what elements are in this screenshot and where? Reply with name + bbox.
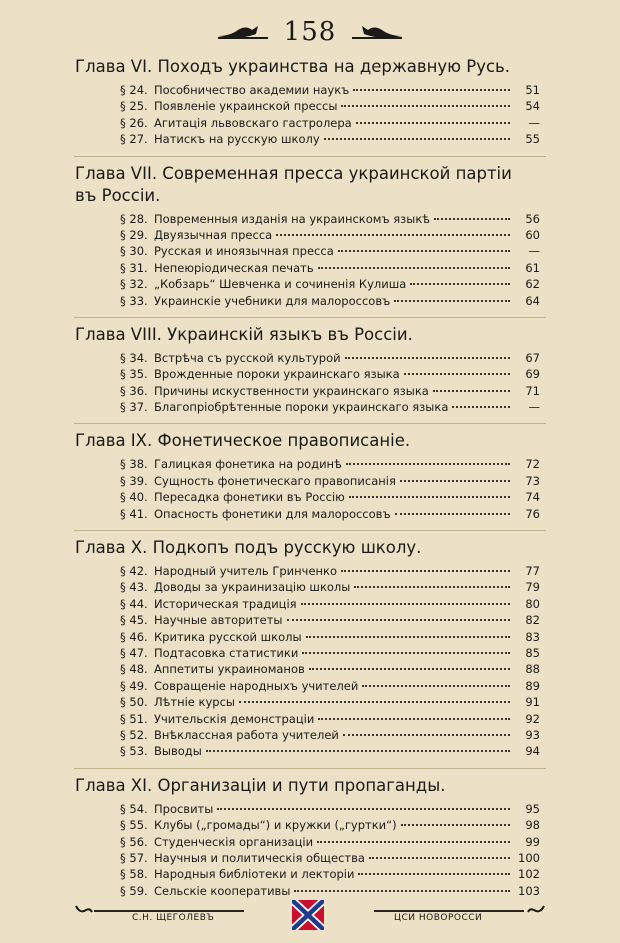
publisher-name: ЦСИ НОВОРОССИ bbox=[394, 913, 483, 923]
page-ref: 76 bbox=[525, 506, 540, 521]
section-title: Пособничество академии наукъ bbox=[154, 83, 350, 97]
section-title: Аппетиты украиноманов bbox=[154, 662, 305, 677]
page-ref: 79 bbox=[525, 580, 540, 595]
left-ornament-icon bbox=[216, 24, 270, 40]
section-list bbox=[0, 797, 620, 899]
leader-dots bbox=[302, 652, 510, 654]
page-ref: — bbox=[528, 244, 540, 259]
toc-entry bbox=[120, 743, 540, 759]
section-title: „Кобзарь“ Шевченка и сочиненія Кулиша bbox=[154, 277, 407, 292]
section-number: § 49. bbox=[120, 678, 148, 693]
chapter bbox=[0, 324, 620, 425]
toc-entry bbox=[120, 711, 540, 727]
leader-dots bbox=[345, 357, 510, 359]
section-title: Научные авторитеты bbox=[154, 613, 283, 628]
page-ref: 95 bbox=[525, 801, 540, 816]
leader-dots bbox=[276, 234, 510, 236]
section-number: § 59. bbox=[120, 883, 148, 898]
toc-entry bbox=[120, 694, 540, 710]
toc-entry bbox=[120, 399, 540, 415]
section-number: § 31. bbox=[120, 260, 148, 275]
page-ref: 60 bbox=[525, 227, 540, 242]
page-ref: 91 bbox=[525, 695, 540, 710]
section-number: § 26. bbox=[120, 115, 148, 130]
leader-dots bbox=[354, 586, 510, 588]
leader-dots bbox=[239, 701, 510, 703]
section-title: Критика русской школы bbox=[154, 629, 302, 644]
leader-dots bbox=[410, 283, 510, 285]
leader-dots bbox=[349, 496, 510, 498]
toc-entry bbox=[120, 678, 540, 694]
section-list bbox=[0, 346, 620, 416]
section-list bbox=[0, 78, 620, 148]
footer-right-rule bbox=[374, 910, 524, 912]
section-title: Просвиты bbox=[154, 801, 214, 816]
section-number: § 38. bbox=[120, 457, 148, 472]
footer-right-flourish-icon bbox=[526, 902, 546, 916]
section-number: § 55. bbox=[120, 818, 148, 833]
page-ref: 82 bbox=[525, 613, 540, 628]
section-number: § 51. bbox=[120, 711, 148, 726]
toc-entry bbox=[120, 115, 540, 131]
section-number: § 52. bbox=[120, 727, 148, 742]
section-title: Повременныя изданія на украинскомъ языкѣ bbox=[154, 211, 431, 226]
toc-entry bbox=[120, 473, 540, 489]
leader-dots bbox=[338, 250, 510, 252]
leader-dots bbox=[394, 300, 510, 302]
leader-dots bbox=[400, 480, 510, 482]
toc-entry bbox=[120, 579, 540, 595]
section-title: Доводы за украинизацію школы bbox=[154, 580, 351, 595]
leader-dots bbox=[287, 619, 510, 621]
footer-left-rule bbox=[94, 910, 244, 912]
chapter-divider bbox=[74, 768, 546, 769]
section-number: § 25. bbox=[120, 99, 148, 114]
chapter-title: Глава VI. Походъ украинства на державную Русь. bbox=[75, 57, 511, 76]
toc-entry bbox=[120, 350, 540, 366]
section-title: Натискъ на русскую школу bbox=[154, 132, 320, 147]
page-ref: 62 bbox=[525, 277, 540, 292]
page-number: 158 bbox=[283, 17, 337, 47]
page-ref: 77 bbox=[525, 564, 540, 579]
toc-entry bbox=[120, 850, 540, 866]
toc-entry bbox=[120, 883, 540, 899]
section-number: § 24. bbox=[120, 83, 148, 97]
page-ref: 51 bbox=[525, 83, 540, 97]
section-number: § 44. bbox=[120, 596, 148, 611]
leader-dots bbox=[362, 685, 510, 687]
page-header bbox=[0, 12, 620, 52]
toc-entry bbox=[120, 227, 540, 243]
toc-entry bbox=[120, 211, 540, 227]
chapter bbox=[0, 163, 620, 318]
chapter bbox=[0, 56, 620, 157]
chapter bbox=[0, 537, 620, 769]
author-name: С.Н. ЩЕГОЛЕВЪ bbox=[132, 913, 215, 923]
page-ref: 88 bbox=[525, 662, 540, 677]
chapter-title: Глава IX. Фонетическое правописаніе. bbox=[75, 431, 411, 451]
chapter-title: Глава XI. Организаціи и пути пропаганды. bbox=[75, 775, 446, 795]
section-number: § 56. bbox=[120, 834, 148, 849]
page-ref: 67 bbox=[525, 350, 540, 365]
section-number: § 50. bbox=[120, 695, 148, 710]
section-list bbox=[0, 559, 620, 760]
leader-dots bbox=[343, 734, 510, 736]
toc-entry bbox=[120, 366, 540, 382]
section-number: § 33. bbox=[120, 293, 148, 308]
right-ornament-icon bbox=[350, 24, 404, 40]
toc-entry bbox=[120, 456, 540, 472]
section-title: Сущность фонетическаго правописанія bbox=[154, 473, 396, 488]
page-ref: 98 bbox=[525, 818, 540, 833]
section-number: § 42. bbox=[120, 564, 148, 579]
leader-dots bbox=[404, 373, 510, 375]
toc-entry bbox=[120, 506, 540, 522]
leader-dots bbox=[358, 873, 510, 875]
toc-entry bbox=[120, 866, 540, 882]
leader-dots bbox=[434, 218, 510, 220]
section-title: Опасность фонетики для малороссовъ bbox=[154, 506, 391, 521]
section-title: Историческая традиція bbox=[154, 596, 297, 611]
footer-left-flourish-icon bbox=[74, 902, 94, 916]
page-ref: 64 bbox=[525, 293, 540, 308]
section-title: Лѣтніе курсы bbox=[154, 695, 235, 710]
section-number: § 28. bbox=[120, 211, 148, 226]
leader-dots bbox=[318, 718, 510, 720]
chapter bbox=[0, 430, 620, 531]
table-of-contents bbox=[0, 56, 620, 899]
page-ref: 85 bbox=[525, 645, 540, 660]
section-number: § 48. bbox=[120, 662, 148, 677]
section-number: § 32. bbox=[120, 277, 148, 292]
section-number: § 37. bbox=[120, 400, 148, 415]
page-ref: 73 bbox=[525, 473, 540, 488]
section-number: § 47. bbox=[120, 645, 148, 660]
section-number: § 54. bbox=[120, 801, 148, 816]
section-list bbox=[0, 207, 620, 309]
section-title: Галицкая фонетика на родинѣ bbox=[154, 457, 342, 472]
page-ref: 89 bbox=[525, 678, 540, 693]
section-title: Агитація львовскаго гастролера bbox=[154, 115, 352, 130]
leader-dots bbox=[353, 89, 510, 91]
section-title: Русская и иноязычная пресса bbox=[154, 244, 334, 259]
toc-entry bbox=[120, 383, 540, 399]
section-title: Учительскія демонстраціи bbox=[154, 711, 315, 726]
section-number: § 36. bbox=[120, 383, 148, 398]
toc-entry bbox=[120, 563, 540, 579]
section-title: Студенческія организаціи bbox=[154, 834, 314, 849]
leader-dots bbox=[369, 857, 510, 859]
chapter-divider bbox=[74, 156, 546, 157]
section-number: § 35. bbox=[120, 367, 148, 382]
leader-dots bbox=[341, 570, 510, 572]
section-title: Научныя и политическія общества bbox=[154, 850, 365, 865]
leader-dots bbox=[294, 890, 510, 892]
toc-entry bbox=[120, 82, 540, 98]
section-number: § 40. bbox=[120, 490, 148, 505]
leader-dots bbox=[433, 390, 510, 392]
leader-dots bbox=[346, 463, 510, 465]
leader-dots bbox=[318, 267, 510, 269]
toc-entry bbox=[120, 661, 540, 677]
toc-entry bbox=[120, 612, 540, 628]
page-ref: 92 bbox=[525, 711, 540, 726]
section-list bbox=[0, 452, 620, 522]
page-ref: 61 bbox=[525, 260, 540, 275]
section-number: § 41. bbox=[120, 506, 148, 521]
section-title: Благопріобрѣтенные пороки украинскаго языка bbox=[154, 400, 449, 415]
leader-dots bbox=[341, 105, 510, 107]
section-number: § 58. bbox=[120, 867, 148, 882]
leader-dots bbox=[317, 841, 510, 843]
toc-entry bbox=[120, 801, 540, 817]
section-number: § 30. bbox=[120, 244, 148, 259]
page-ref: — bbox=[528, 400, 540, 415]
leader-dots bbox=[301, 603, 510, 605]
section-number: § 53. bbox=[120, 744, 148, 759]
section-title: Клубы („громады“) и кружки („гуртки“) bbox=[154, 818, 397, 833]
leader-dots bbox=[306, 636, 510, 638]
section-title: Врожденные пороки украинскаго языка bbox=[154, 367, 400, 382]
section-number: § 45. bbox=[120, 613, 148, 628]
toc-entry bbox=[120, 727, 540, 743]
section-title: Причины искуственности украинскаго языка bbox=[154, 383, 429, 398]
section-number: § 27. bbox=[120, 132, 148, 147]
page-footer bbox=[74, 900, 546, 932]
page-ref: 80 bbox=[525, 596, 540, 611]
section-title: Появленіе украинской прессы bbox=[154, 99, 338, 114]
page-ref: 69 bbox=[525, 367, 540, 382]
page-ref: 71 bbox=[525, 383, 540, 398]
section-number: § 29. bbox=[120, 227, 148, 242]
section-title: Украинскіе учебники для малороссовъ bbox=[154, 293, 391, 308]
page-ref: 93 bbox=[525, 727, 540, 742]
toc-entry bbox=[120, 629, 540, 645]
leader-dots bbox=[206, 750, 510, 752]
novorossiya-flag-icon bbox=[292, 900, 324, 930]
toc-entry bbox=[120, 834, 540, 850]
chapter-divider bbox=[74, 423, 546, 424]
leader-dots bbox=[356, 122, 510, 124]
page-ref: 94 bbox=[525, 744, 540, 759]
section-title: Подтасовка статистики bbox=[154, 645, 299, 660]
section-number: § 34. bbox=[120, 350, 148, 365]
section-title: Пересадка фонетики въ Россію bbox=[154, 490, 345, 505]
toc-entry bbox=[120, 243, 540, 259]
page-ref: 100 bbox=[518, 850, 540, 865]
section-title: Встрѣча съ русской культурой bbox=[154, 350, 341, 365]
page-ref: 72 bbox=[525, 457, 540, 472]
section-number: § 57. bbox=[120, 850, 148, 865]
chapter-divider bbox=[74, 317, 546, 318]
chapter-title: Глава X. Подкопъ подъ русскую школу. bbox=[75, 538, 422, 558]
section-number: § 39. bbox=[120, 473, 148, 488]
toc-entry bbox=[120, 98, 540, 114]
page-ref: 54 bbox=[525, 99, 540, 114]
leader-dots bbox=[324, 138, 510, 140]
leader-dots bbox=[217, 808, 510, 810]
section-title: Двуязычная пресса bbox=[154, 227, 273, 242]
section-title: Совращеніе народныхъ учителей bbox=[154, 678, 359, 693]
leader-dots bbox=[309, 668, 510, 670]
section-title: Сельскіе кооперативы bbox=[154, 883, 291, 898]
page-ref: — bbox=[528, 115, 540, 130]
toc-entry bbox=[120, 645, 540, 661]
page-ref: 102 bbox=[518, 867, 540, 882]
page-ref: 83 bbox=[525, 629, 540, 644]
page-ref: 99 bbox=[525, 834, 540, 849]
page-ref: 55 bbox=[525, 132, 540, 147]
leader-dots bbox=[452, 406, 510, 408]
chapter-title: Глава VIII. Украинскій языкъ въ Россіи. bbox=[75, 324, 413, 344]
toc-entry bbox=[120, 260, 540, 276]
toc-entry bbox=[120, 489, 540, 505]
toc-entry bbox=[120, 817, 540, 833]
section-title: Народныя библіотеки и лекторіи bbox=[154, 867, 355, 882]
chapter-divider bbox=[74, 530, 546, 531]
leader-dots bbox=[401, 824, 510, 826]
section-number: § 46. bbox=[120, 629, 148, 644]
section-number: § 43. bbox=[120, 580, 148, 595]
toc-entry bbox=[120, 596, 540, 612]
page-ref: 74 bbox=[525, 490, 540, 505]
section-title: Внѣклассная работа учителей bbox=[154, 727, 339, 742]
section-title: Народный учитель Гринченко bbox=[154, 564, 338, 579]
section-title: Непеюріодическая печать bbox=[154, 260, 314, 275]
toc-entry bbox=[120, 293, 540, 309]
toc-entry bbox=[120, 276, 540, 292]
leader-dots bbox=[395, 513, 510, 515]
toc-entry bbox=[120, 131, 540, 147]
section-title: Выводы bbox=[154, 744, 202, 759]
chapter-title: Глава VII. Современная пресса украинской партіи въ Россіи. bbox=[75, 163, 512, 205]
chapter bbox=[0, 775, 620, 899]
page-ref: 56 bbox=[525, 211, 540, 226]
page-ref: 103 bbox=[518, 883, 540, 898]
